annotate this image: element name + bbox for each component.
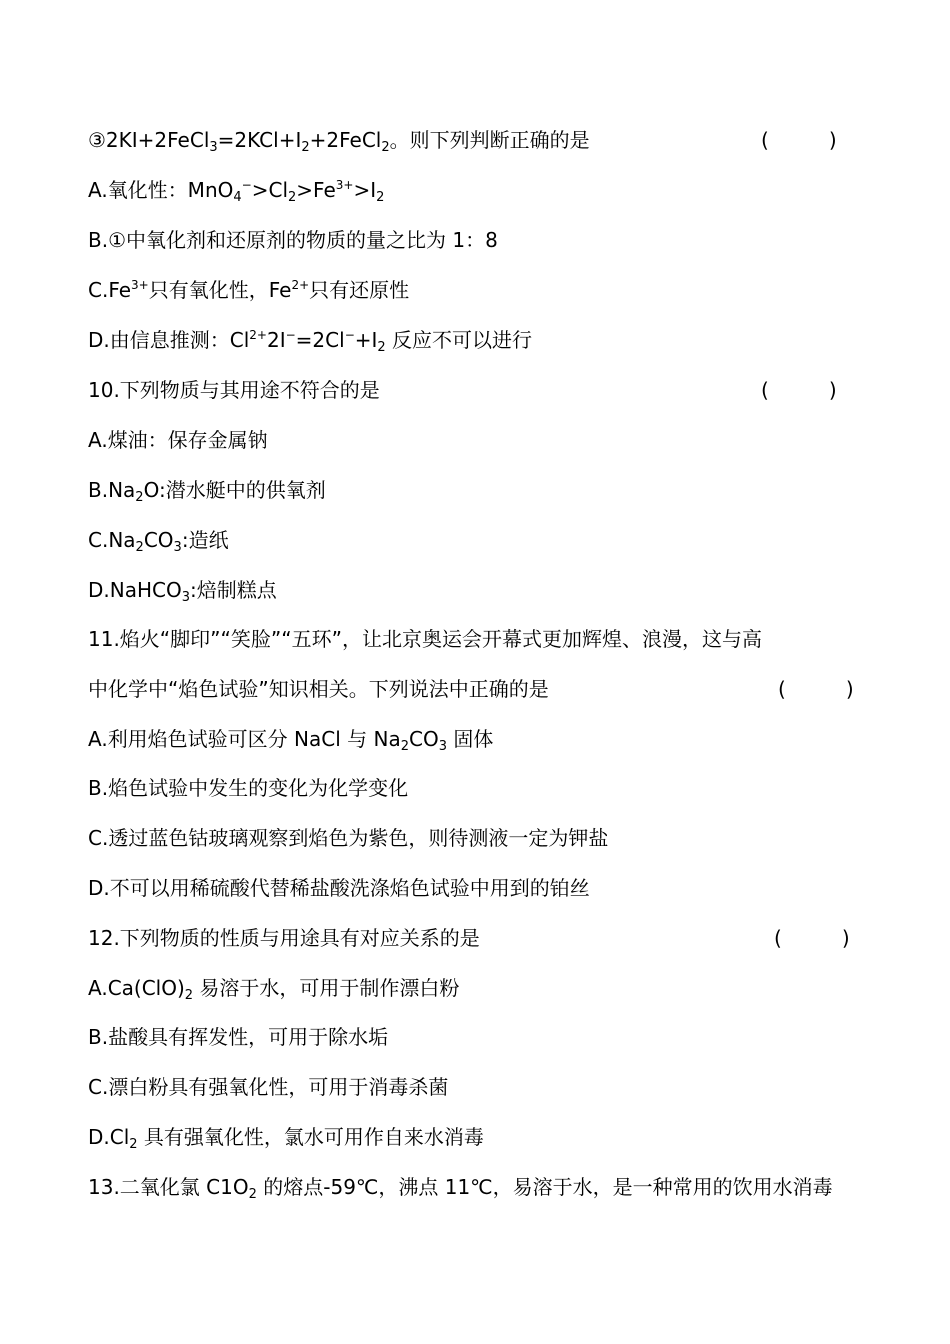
answer-parentheses: ( )	[761, 128, 837, 152]
question-9-stem-end: $③2KI+2FeCl_3=2KCl+I_2+2FeCl_2$。则下列判断正确的是 ( )	[88, 120, 890, 160]
q11-option-b: B.焰色试验中发生的变化为化学变化	[88, 776, 409, 800]
q10-option-a: A.煤油：保存金属钠	[88, 428, 268, 452]
question-11-stem-line1: 11.焰火“脚印”“笑脸”“五环”，让北京奥运会开幕式更加辉煌、浪漫，这与高	[88, 627, 762, 651]
q11-option-c: C.透过蓝色钴玻璃观察到焰色为紫色，则待测液一定为钾盐	[88, 826, 609, 850]
question-12-stem: 12.下列物质的性质与用途具有对应关系的是 ( )	[88, 918, 890, 958]
q11-option-a: A.利用焰色试验可区分 NaCl 与 $Na_2CO_3$ 固体	[88, 727, 494, 754]
q10-option-d: D.NaHCO$_3$:焙制糕点	[88, 578, 277, 605]
q12-option-d: $D.Cl_2$ 具有强氧化性，氯水可用作自来水消毒	[88, 1125, 484, 1152]
q9-option-c: $C.Fe^{3+}$只有氧化性，$Fe^{2+}$只有还原性	[88, 278, 410, 302]
q11-option-d: D.不可以用稀硫酸代替稀盐酸洗涤焰色试验中用到的铂丝	[88, 876, 590, 900]
q12-option-a: $A.Ca(ClO)_2$ 易溶于水，可用于制作漂白粉	[88, 976, 460, 1003]
answer-parentheses: ( )	[761, 378, 837, 402]
q12-option-c: C.漂白粉具有强氧化性，可用于消毒杀菌	[88, 1075, 449, 1099]
q10-option-b: $B.Na_2O$:潜水艇中的供氧剂	[88, 478, 326, 505]
question-13-stem: 13.二氧化氯 $C1O_2$ 的熔点-59℃，沸点 11℃，易溶于水，是一种常用的饮用水消毒	[88, 1175, 833, 1202]
q9-option-d: D.由信息推测：$Cl^{2+}2I^-=2Cl^-+I_2$ 反应不可以进行	[88, 328, 533, 355]
q12-option-b: B.盐酸具有挥发性，可用于除水垢	[88, 1025, 389, 1049]
question-11-stem-line2: 中化学中“焰色试验”知识相关。下列说法中正确的是 ( )	[88, 669, 890, 709]
question-10-stem: 10.下列物质与其用途不符合的是 ( )	[88, 370, 890, 410]
q10-option-c: $C.Na_2CO_3$:造纸	[88, 528, 229, 555]
q9-option-b: B.①中氧化剂和还原剂的物质的量之比为 1：8	[88, 228, 498, 252]
q9-option-a: A.氧化性：$MnO_4^->Cl_2>Fe^{3+}>I_2$	[88, 178, 385, 205]
answer-parentheses: ( )	[778, 677, 854, 701]
answer-parentheses: ( )	[774, 926, 850, 950]
